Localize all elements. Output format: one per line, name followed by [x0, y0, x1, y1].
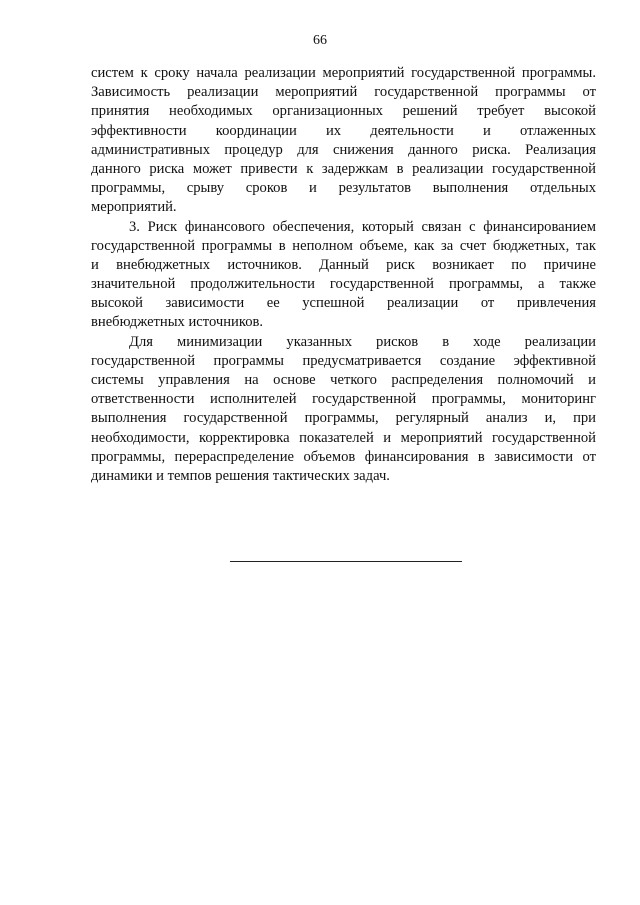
- text-line: мероприятий.: [91, 199, 177, 216]
- text-line: государственной программы в неполном объеме, как за счет бюджетных, так: [91, 237, 596, 254]
- page-number: 66: [313, 33, 327, 48]
- text-line: программы, срыву сроков и результатов выполнения отдельных: [91, 180, 596, 197]
- text-line: высокой зависимости ее успешной реализации от привлечения: [91, 295, 596, 312]
- text-line: Зависимость реализации мероприятий государственной программы от: [91, 84, 596, 101]
- text-line: и внебюджетных источников. Данный риск возникает по причине: [91, 256, 596, 273]
- text-line: внебюджетных источников.: [91, 314, 264, 331]
- text-line: значительной продолжительности государственной программы, а также: [91, 276, 596, 293]
- paragraph-risk-mitigation: [91, 333, 596, 487]
- text-line: Для минимизации указанных рисков в ходе реализации: [129, 333, 596, 350]
- text-line: ответственности исполнителей государственной программы, мониторинг: [91, 391, 596, 408]
- text-line: системы управления на основе четкого распределения полномочий и: [91, 372, 596, 388]
- paragraph-risk-coordination: [91, 64, 596, 218]
- text-line: государственной программы предусматривается создание эффективной: [91, 352, 596, 369]
- closing-rule: [230, 561, 462, 562]
- text-line: эффективности координации их деятельности и отлаженных: [91, 122, 596, 139]
- text-line: систем к сроку начала реализации мероприятий государственной программы.: [91, 65, 596, 81]
- text-line: данного риска может привести к задержкам в реализации государственной: [91, 160, 596, 177]
- text-line: необходимости, корректировка показателей и мероприятий государственной: [91, 429, 596, 446]
- text-line: административных процедур для снижения данного риска. Реализация: [91, 141, 596, 158]
- paragraph-financial-risk: [91, 218, 596, 333]
- text-line: программы, перераспределение объемов финансирования в зависимости от: [91, 448, 596, 465]
- text-line: 3. Риск финансового обеспечения, который связан с финансированием: [129, 218, 596, 235]
- text-line: принятия необходимых организационных решений требует высокой: [91, 103, 596, 120]
- text-line: выполнения государственной программы, регулярный анализ и, при: [91, 410, 596, 427]
- document-body: [91, 64, 596, 486]
- text-line: динамики и темпов решения тактических задач.: [91, 467, 390, 484]
